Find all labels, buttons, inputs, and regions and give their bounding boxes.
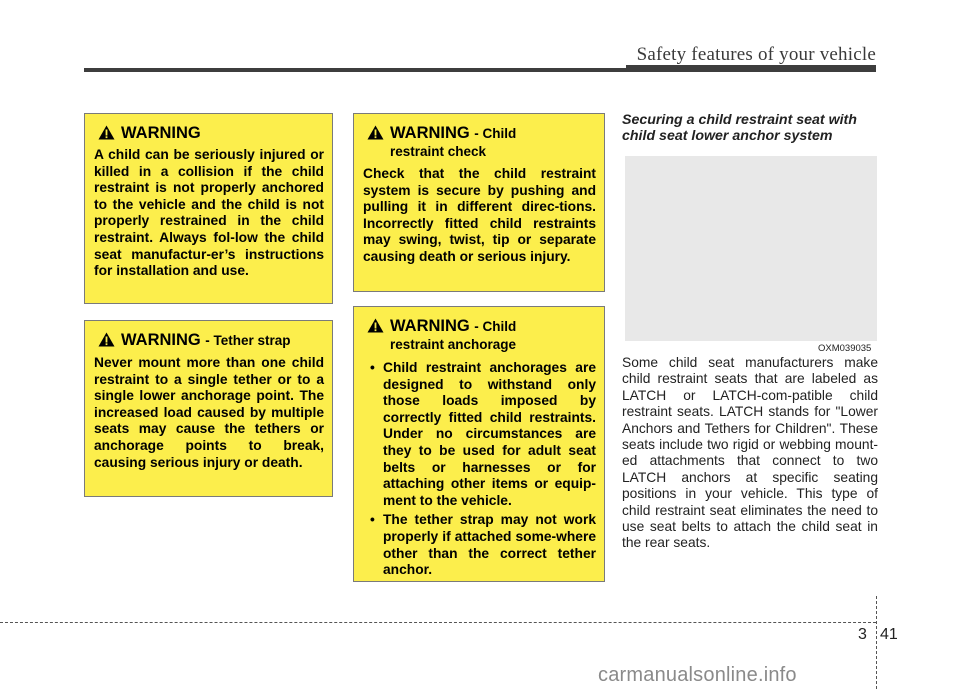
warning-subtitle: - Child xyxy=(474,126,517,141)
warning-box-restraint-check xyxy=(353,113,605,292)
section-title: Securing a child restraint seat with child seat lower anchor system xyxy=(622,112,857,144)
warning-subtitle-line2: restraint check xyxy=(390,144,487,159)
warning-bullet: • The tether strap may not work properly if attached some-where other than the correct tether anchor. xyxy=(370,512,596,578)
warning-triangle-icon xyxy=(367,318,384,333)
page-header-title: Safety features of your vehicle xyxy=(636,44,876,65)
watermark: carmanualsonline.info xyxy=(598,664,797,686)
warning-box-restraint-anchorage xyxy=(353,306,605,582)
warning-subtitle: - Tether strap xyxy=(205,333,291,348)
warning-bullet-text: Child restraint anchorages are designed to withstand only those loads imposed by correctly fitted child restraints. Under no circumstances are they to be used for adult seat belts or harnesses or for attaching other items or equip-ment to the vehicle. xyxy=(383,360,596,508)
warning-bullet-list xyxy=(363,360,596,579)
warning-title-row xyxy=(94,331,324,350)
figure-image-placeholder xyxy=(625,156,877,341)
warning-body: Never mount more than one child restraint to a single tether or to a single lower anchorage point. The increased load caused by multiple seats may cause the tethers or anchorage points to break, causing serious injury or death. xyxy=(94,355,324,470)
warning-triangle-icon xyxy=(98,125,115,140)
warning-bullet-text: The tether strap may not work properly if attached some-where other than the correct tether anchor. xyxy=(383,512,596,578)
warning-box-tether-strap xyxy=(84,320,333,497)
warning-triangle-icon xyxy=(367,125,384,140)
page-number: 41 xyxy=(880,626,898,643)
footer-vertical-line xyxy=(876,596,877,689)
warning-bullet: • Child restraint anchorages are designed to withstand only those loads imposed by correctly fitted child restraints. Under no circumstances are they to be used for adult seat belts or harnesses or for attaching other items or equip-ment to the vehicle. xyxy=(370,360,596,508)
warning-title: WARNING xyxy=(390,317,470,335)
footer-rule xyxy=(0,622,876,623)
warning-title-row xyxy=(363,317,596,354)
warning-title: WARNING xyxy=(121,331,201,349)
warning-title: WARNING xyxy=(390,124,470,142)
warning-subtitle: - Child xyxy=(474,319,517,334)
warning-triangle-icon xyxy=(98,332,115,347)
warning-subtitle-line2: restraint anchorage xyxy=(390,337,517,352)
warning-body: A child can be seriously injured or killed in a collision if the child restraint is not properly anchored to the vehicle and the child is not properly restrained in the child restraint. Always fol-low the child seat manufactur-er’s instructions for installation and use. xyxy=(94,147,324,279)
page-chapter: 3 xyxy=(858,626,867,643)
figure-caption: OXM039035 xyxy=(818,343,872,354)
warning-box-general xyxy=(84,113,333,304)
warning-title-row xyxy=(94,124,324,142)
warning-title-row xyxy=(363,124,596,161)
section-body: Some child seat manufacturers make child restraint seats that are labeled as LATCH or LATCH-com-patible child restraint seats. LATCH stands for "Lower Anchors and Tethers for Children". These seats include two rigid or webbing mount-ed attachments that connect to two LATCH anchors at specific seating positions in your vehicle. This type of child restraint seat eliminates the need to use seat belts to attach the child seat in the rear seats. xyxy=(622,355,878,551)
warning-body: Check that the child restraint system is secure by pushing and pulling it in different direc-tions. Incorrectly fitted child restraints may swing, twist, tip or separate causing death or serious injury. xyxy=(363,166,596,264)
warning-title: WARNING xyxy=(121,124,201,142)
header-rule-accent xyxy=(626,65,876,72)
